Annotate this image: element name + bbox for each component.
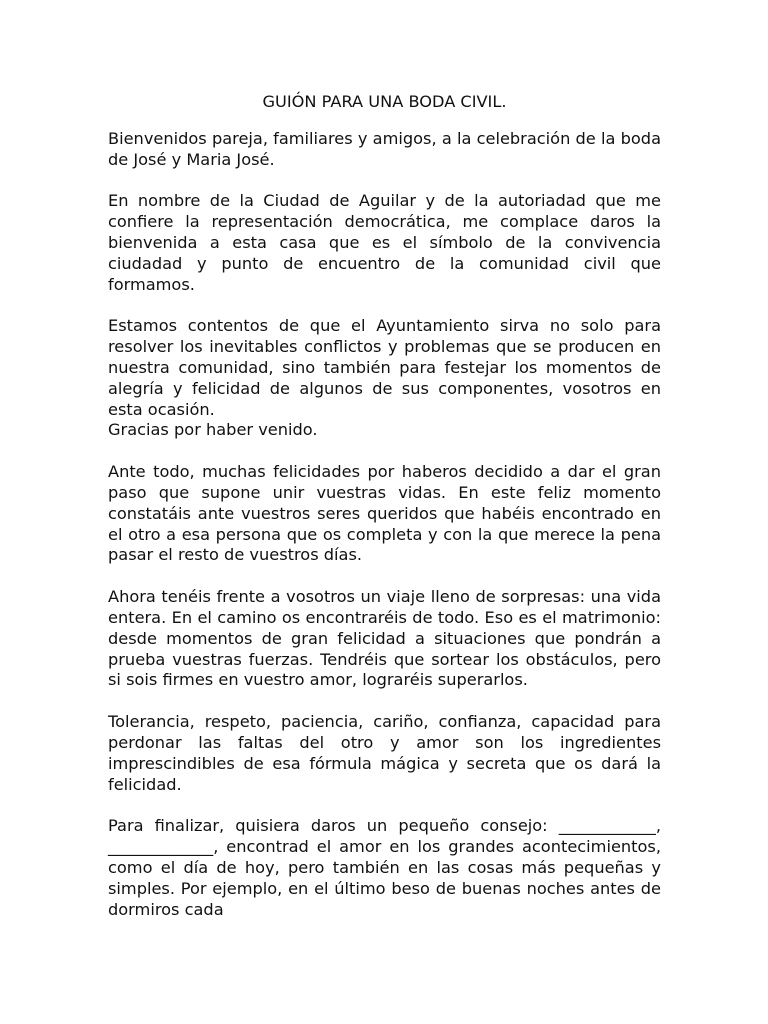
paragraph-welcome: Bienvenidos pareja, familiares y amigos, a la celebración de la boda de José y Maria José. <box>108 128 661 169</box>
paragraph-advice: Para finalizar, quisiera daros un pequeño consejo: ____________, _____________, encontrad el amor en los grandes acontecimientos, como el día de hoy, pero también en las cosas más pequeñas y simples. Por ejemplo, en el último beso de buenas noches antes de dormiros cada <box>108 816 661 919</box>
paragraph-congratulations: Ante todo, muchas felicidades por haberos decidido a dar el gran paso que supone unir vuestras vidas. En este feliz momento constatáis ante vuestros seres queridos que habéis encontrado en el otro a esa persona que os completa y con la que merece la pena pasar el resto de vuestros días. <box>108 462 661 565</box>
paragraph-town-hall: Estamos contentos de que el Ayuntamiento sirva no solo para resolver los inevitables conflictos y problemas que se producen en nuestra comunidad, sino también para festejar los momentos de alegría y felicidad de algunos de sus componentes, vosotros en esta ocasión. <box>108 316 661 419</box>
paragraph-thanks: Gracias por haber venido. <box>108 420 318 440</box>
document-title: GUIÓN PARA UNA BODA CIVIL. <box>262 92 507 111</box>
paragraph-journey: Ahora tenéis frente a vosotros un viaje lleno de sorpresas: una vida entera. En el camino os encontraréis de todo. Eso es el matrimonio: desde momentos de gran felicidad a situaciones que pondrán a prueba vuestras fuerzas. Tendréis que sortear los obstáculos, pero si sois firmes en vuestro amor, lograréis superarlos. <box>108 587 661 690</box>
document-page <box>108 92 661 920</box>
paragraph-ingredients: Tolerancia, respeto, paciencia, cariño, confianza, capacidad para perdonar las faltas del otro y amor son los ingredientes imprescindibles de esa fórmula mágica y secreta que os dará la felicidad. <box>108 712 661 794</box>
paragraph-city-greeting: En nombre de la Ciudad de Aguilar y de la autoriadad que me confiere la representación democrática, me complace daros la bienvenida a esta casa que es el símbolo de la convivencia ciudadad y punto de encuentro de la comunidad civil que formamos. <box>108 191 661 294</box>
